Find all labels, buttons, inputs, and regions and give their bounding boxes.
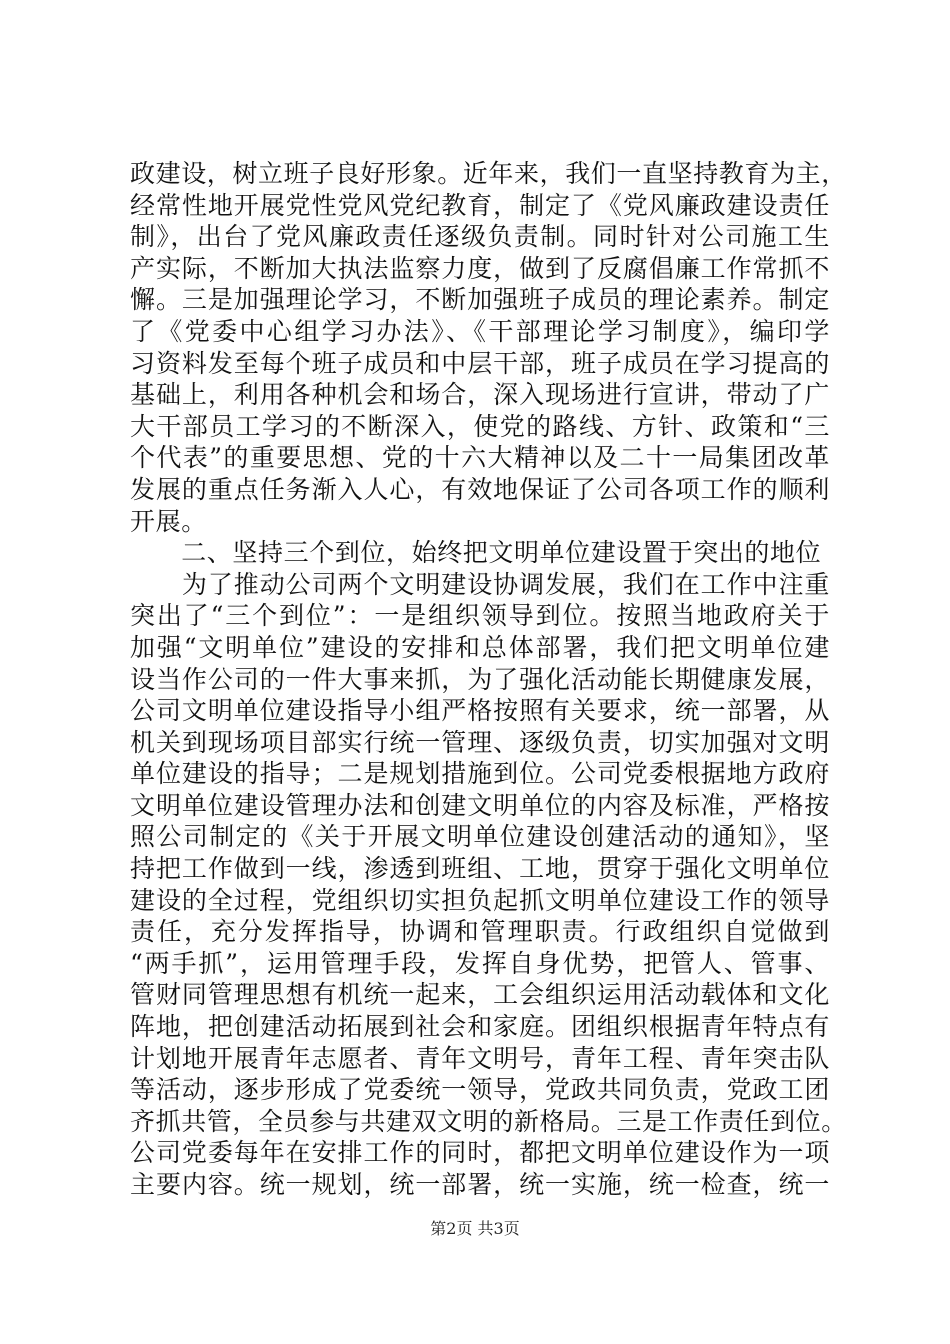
text-line: 公司党委每年在安排工作的同时，都把文明单位建设作为一项 [130,1138,830,1168]
text-line: 突出了“三个到位”：一是组织领导到位。按照当地政府关于 [130,601,830,631]
text-line: 加强“文明单位”建设的安排和总体部署，我们把文明单位建 [130,632,830,662]
text-line: 开展。 [130,506,207,536]
text-line: 了《党委中心组学习办法》、《干部理论学习制度》，编印学 [130,316,830,346]
text-line: 持把工作做到一线，渗透到班组、工地，贯穿于强化文明单位 [130,854,830,884]
text-line: 文明单位建设管理办法和创建文明单位的内容及标准，严格按 [130,790,830,820]
text-line: 政建设，树立班子良好形象。近年来，我们一直坚持教育为主， [130,159,847,188]
text-line: 发展的重点任务渐入人心，有效地保证了公司各项工作的顺利 [130,474,830,504]
text-line: 习资料发至每个班子成员和中层干部，班子成员在学习提高的 [130,348,830,378]
text-line: 计划地开展青年志愿者、青年文明号，青年工程、青年突击队 [130,1043,830,1073]
text-line: 机关到现场项目部实行统一管理、逐级负责，切实加强对文明 [130,727,830,757]
text-line: 等活动，逐步形成了党委统一领导，党政共同负责，党政工团 [130,1075,830,1105]
text-line: 制》，出台了党风廉政责任逐级负责制。同时针对公司施工生 [130,222,830,252]
text-line: 基础上，利用各种机会和场合，深入现场进行宣讲，带动了广 [130,380,830,410]
text-line: 懈。三是加强理论学习，不断加强班子成员的理论素养。制定 [130,285,830,315]
text-line: 公司文明单位建设指导小组严格按照有关要求，统一部署，从 [130,696,830,726]
text-line: 产实际，不断加大执法监察力度，做到了反腐倡廉工作常抓不 [130,253,830,283]
text-line: 阵地，把创建活动拓展到社会和家庭。团组织根据青年特点有 [130,1012,830,1042]
text-line: 为了推动公司两个文明建设协调发展，我们在工作中注重 [130,569,830,599]
text-line: 主要内容。统一规划，统一部署，统一实施，统一检查，统一 [130,1170,830,1199]
text-line: 照公司制定的《关于开展文明单位建设创建活动的通知》，坚 [130,822,830,852]
text-line: 大干部员工学习的不断深入，使党的路线、方针、政策和“三 [130,411,830,441]
page-footer: 第2页 共3页 [430,1219,520,1238]
text-line: 单位建设的指导；二是规划措施到位。公司党委根据地方政府 [130,759,830,789]
text-line: “两手抓”，运用管理手段，发挥自身优势，把管人、管事、 [130,948,830,978]
text-line: 责任，充分发挥指导，协调和管理职责。行政组织自觉做到 [130,917,830,947]
text-line: 个代表”的重要思想、党的十六大精神以及二十一局集团改革 [130,443,830,473]
text-line: 经常性地开展党性党风党纪教育，制定了《党风廉政建设责任 [130,190,830,220]
text-line: 齐抓共管，全员参与共建双文明的新格局。三是工作责任到位。 [130,1106,847,1136]
text-line: 管财同管理思想有机统一起来，工会组织运用活动载体和文化 [130,980,830,1010]
body-text [130,158,847,1201]
text-line: 设当作公司的一件大事来抓，为了强化活动能长期健康发展， [130,664,830,694]
text-line: 建设的全过程，党组织切实担负起抓文明单位建设工作的领导 [130,885,830,915]
text-line: 二、坚持三个到位，始终把文明单位建设置于突出的地位 [130,538,822,568]
